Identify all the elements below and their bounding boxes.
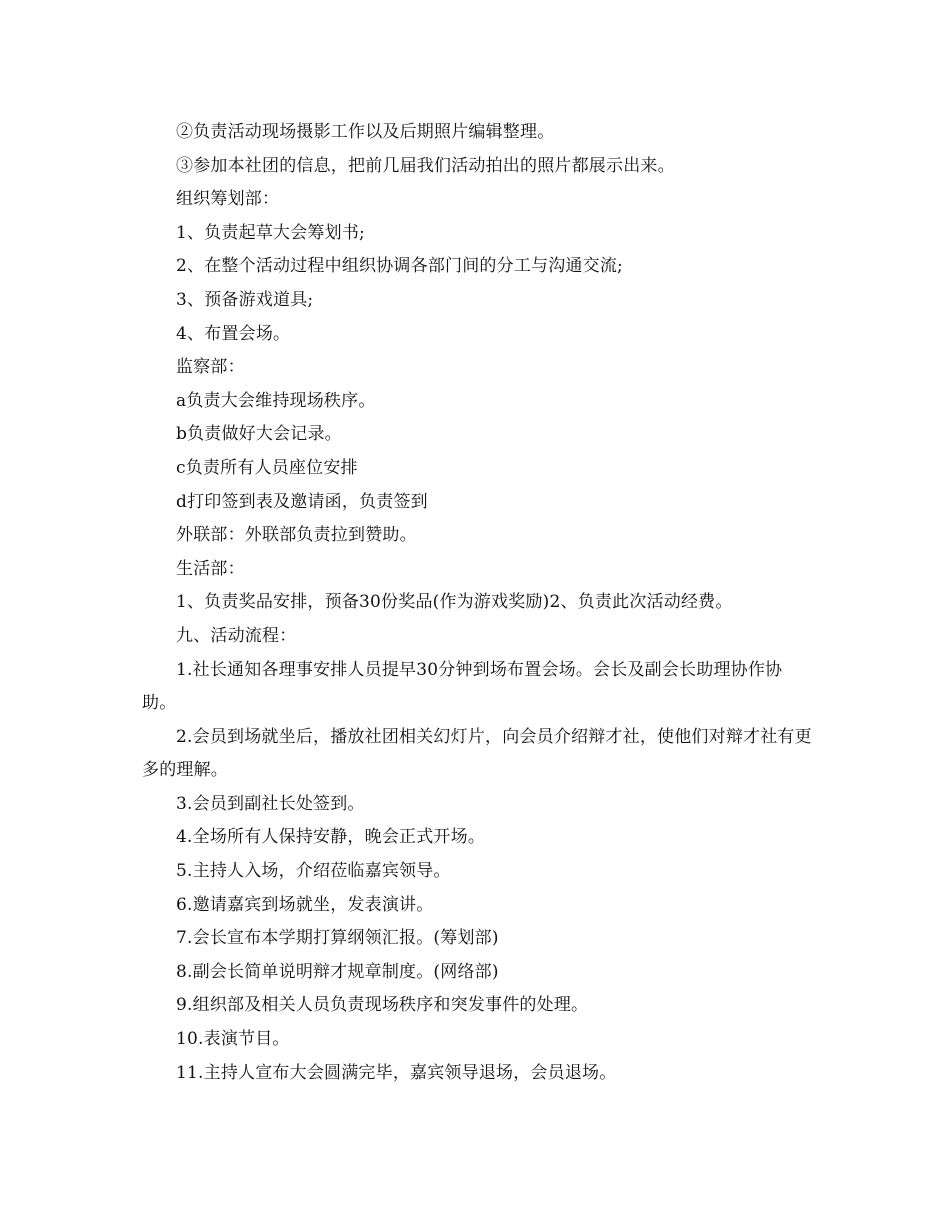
section-heading: 九、活动流程： [176, 625, 297, 646]
text-line: 7.会长宣布本学期打算纲领汇报。(筹划部) [176, 928, 499, 949]
text-line: 4.全场所有人保持安静，晚会正式开场。 [176, 827, 486, 848]
text-line: 外联部：外联部负责拉到赞助。 [176, 525, 417, 546]
text-line: 8.副会长简单说明辩才规章制度。(网络部) [176, 961, 499, 982]
paragraph: 1.社长通知各理事安排人员提早30分钟到场布置会场。会长及副会长助理协作协助。 [142, 659, 783, 714]
text-line: 11.主持人宣布大会圆满完毕，嘉宾领导退场，会员退场。 [176, 1062, 617, 1083]
text-line: 10.表演节目。 [176, 1029, 290, 1050]
text-line: 3、预备游戏道具; [176, 289, 314, 310]
text-line: b负责做好大会记录。 [176, 424, 342, 445]
text-line: 6.邀请嘉宾到场就坐，发表演讲。 [176, 894, 434, 915]
text-line: 3.会员到副社长处签到。 [176, 793, 365, 814]
text-line: d打印签到表及邀请函，负责签到 [176, 491, 428, 512]
section-heading: 组织筹划部： [176, 189, 280, 210]
text-line: 9.组织部及相关人员负责现场秩序和突发事件的处理。 [176, 995, 589, 1016]
document-body [142, 116, 814, 1090]
text-line: ③参加本社团的信息，把前几届我们活动拍出的照片都展示出来。 [176, 155, 675, 176]
section-heading: 监察部： [176, 357, 245, 378]
text-line: 5.主持人入场，介绍莅临嘉宾领导。 [176, 861, 451, 882]
text-line: 1、负责奖品安排，预备30份奖品(作为游戏奖励)2、负责此次活动经费。 [176, 592, 733, 613]
section-heading: 生活部： [176, 558, 245, 579]
text-line: 4、布置会场。 [176, 323, 291, 344]
text-line: ②负责活动现场摄影工作以及后期照片编辑整理。 [176, 122, 555, 142]
text-line: a负责大会维持现场秩序。 [176, 390, 376, 411]
text-line: 1、负责起草大会筹划书; [176, 222, 365, 243]
text-line: 2、在整个活动过程中组织协调各部门间的分工与沟通交流; [176, 256, 623, 277]
text-line: c负责所有人员座位安排 [176, 457, 358, 478]
paragraph: 2.会员到场就坐后，播放社团相关幻灯片，向会员介绍辩才社，使他们对辩才社有更多的理解。 [142, 726, 812, 781]
